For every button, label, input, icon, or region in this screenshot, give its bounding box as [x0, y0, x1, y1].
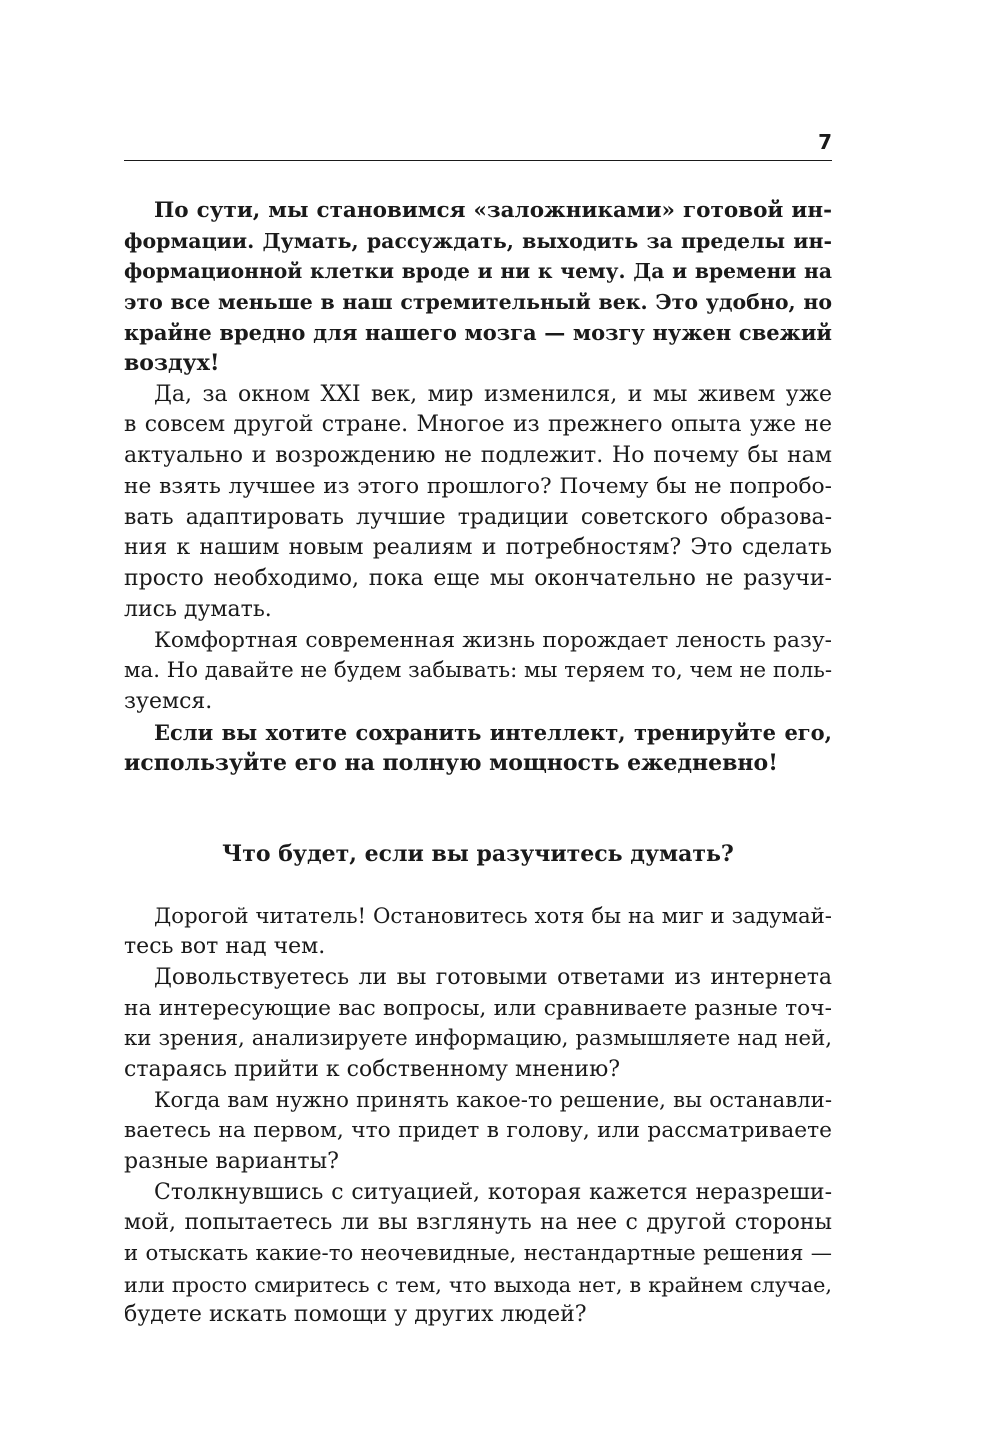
text-line: Комфортная современная жизнь порождает леность разу- [154, 628, 832, 653]
text-line: Столкнувшись с ситуацией, которая кажется неразреши- [154, 1180, 832, 1205]
text-line: Довольствуетесь ли вы готовыми ответами из интернета [154, 965, 832, 990]
text-line: это все меньше в наш стремительный век. Это удобно, но [124, 290, 832, 314]
text-line: воздух! [124, 350, 220, 376]
text-line: крайне вредно для нашего мозга — мозгу нужен свежий [124, 320, 832, 345]
text-line: Да, за окном XXI век, мир изменился, и мы живем уже [154, 382, 832, 407]
section-heading: Что будет, если вы разучитесь думать? [222, 841, 734, 867]
text-line: стараясь прийти к собственному мнению? [124, 1057, 621, 1082]
text-line: ма. Но давайте не будем забывать: мы теряем то, чем не поль- [124, 658, 832, 683]
text-line: и отыскать какие-то неочевидные, нестандартные решения — [124, 1241, 832, 1266]
text-line: формации. Думать, рассуждать, выходить за пределы ин- [124, 229, 832, 253]
text-line: ния к нашим новым реалиям и потребностям? Это сделать [124, 535, 832, 560]
text-line: формационной клетки вроде и ни к чему. Да и времени на [124, 259, 832, 283]
text-line: По сути, мы становимся «заложниками» готовой ин- [154, 198, 832, 223]
text-line: Дорогой читатель! Остановитесь хотя бы на миг и задумай- [154, 904, 832, 929]
text-line: Когда вам нужно принять какое-то решение, вы останавли- [154, 1088, 832, 1113]
text-line: мой, попытаетесь ли вы взглянуть на нее с другой стороны [124, 1210, 832, 1235]
text-line: не взять лучшее из этого прошлого? Почему бы не попробо- [124, 474, 832, 499]
header-rule [124, 160, 832, 161]
text-line: разные варианты? [124, 1149, 339, 1174]
text-line: зуемся. [124, 689, 213, 714]
text-line: или просто смиритесь с тем, что выхода нет, в крайнем случае, [124, 1273, 832, 1297]
text-line: ваетесь на первом, что придет в голову, или рассматриваете [124, 1118, 832, 1143]
text-line: ки зрения, анализируете информацию, размышляете над ней, [124, 1026, 832, 1051]
text-line: используйте его на полную мощность ежедневно! [124, 750, 778, 776]
text-line: будете искать помощи у других людей? [124, 1302, 587, 1327]
text-line: на интересующие вас вопросы, или сравниваете разные точ- [124, 996, 832, 1021]
text-line: лись думать. [124, 597, 272, 622]
page-number: 7 [818, 130, 832, 154]
text-line: вать адаптировать лучшие традиции советского образова- [124, 505, 832, 530]
text-line: просто необходимо, пока еще мы окончательно не разучи- [124, 566, 832, 591]
text-line: тесь вот над чем. [124, 934, 326, 959]
text-line: Если вы хотите сохранить интеллект, тренируйте его, [154, 720, 832, 745]
text-line: в совсем другой стране. Многое из прежнего опыта уже не [124, 412, 832, 437]
text-line: актуально и возрождению не подлежит. Но почему бы нам [124, 443, 832, 468]
